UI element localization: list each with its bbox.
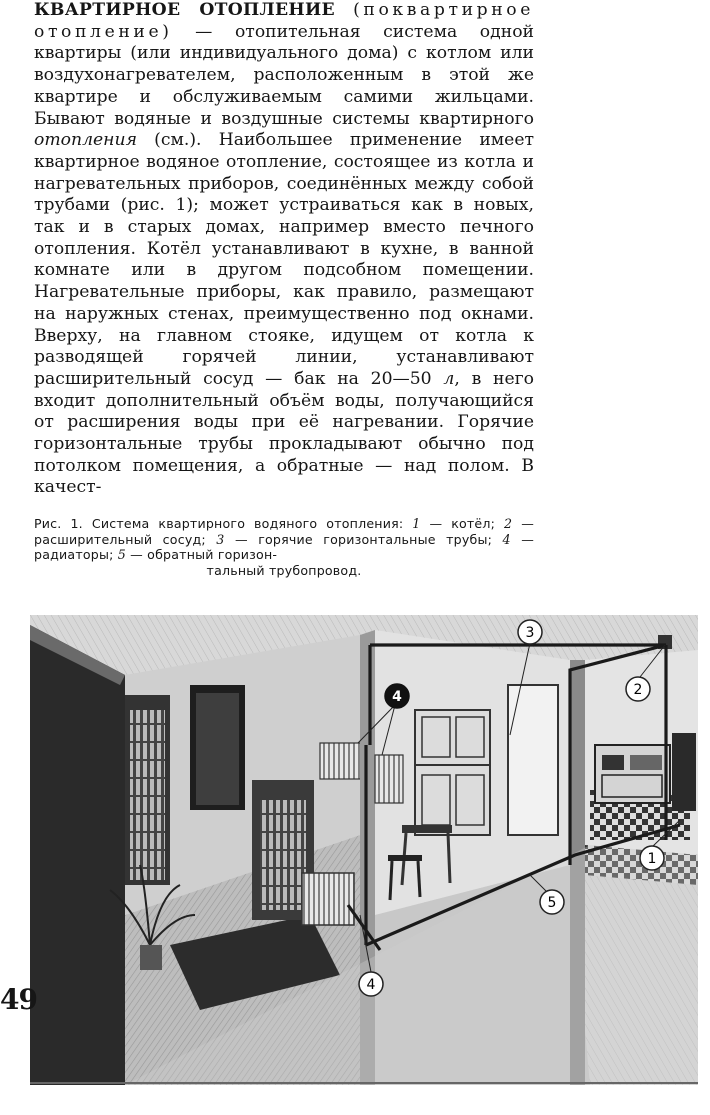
caption-num-3: 3 bbox=[216, 531, 225, 547]
callout-label-2: 2 bbox=[633, 682, 643, 698]
caption-item-5: — обратный горизон- bbox=[125, 547, 278, 562]
caption-item-4: — радиаторы; bbox=[34, 531, 534, 562]
article-body-3: , в него входит дополнительный объём воды, получающийся от расширения воды при её нагревании. Горячие горизонтальные трубы прокладывают обычно под потолком помещения, а обратные — над полом. В качест- bbox=[34, 368, 535, 498]
article-body-1: — отопительная система одной квартиры (или индивидуального дома) с котлом или воздухонагревателем, расположенным в этой же квартире и обслуживаемым самими жильцами. Бывают водяные и воздушные системы квартирного bbox=[34, 21, 534, 129]
callout-label-1: 1 bbox=[647, 851, 657, 867]
page-number: 49 bbox=[0, 983, 37, 1016]
article-text bbox=[34, 0, 534, 499]
callout-label-3: 3 bbox=[525, 625, 535, 641]
caption-item-1: — котёл; bbox=[420, 516, 505, 531]
caption-lead: Рис. 1. Система квартирного водяного отопления: bbox=[34, 516, 413, 531]
caption-last-line: тальный трубопровод. bbox=[206, 562, 362, 578]
caption-num-5: 5 bbox=[117, 547, 126, 562]
caption-num-4: 4 bbox=[502, 531, 511, 547]
callout-label-4b: 4 bbox=[366, 977, 376, 993]
caption-num-1: 1 bbox=[412, 516, 421, 531]
unit-litre: л bbox=[443, 368, 455, 389]
figure-caption bbox=[34, 516, 534, 578]
headword: КВАРТИРНОЕ ОТОПЛЕНИЕ bbox=[34, 0, 335, 20]
caption-num-2: 2 bbox=[504, 516, 513, 531]
article-body-2: (см.). Наибольшее применение имеет квартирное водяное отопление, состоящее из котла и нагревательных приборов, соединённых между собой трубами (рис. 1); может устраиваться как в новых, так и в старых домах, например вместо печного отопления. Котёл устанавливают в кухне, в ванной комнате или в другом подсобном помещении. Нагревательные приборы, как правило, размещают на наружных стенах, преимущественно под окнами. Вверху, на главном стояке, идущем от котла к разводящей горячей линии, устанавливают расширительный сосуд — бак на 20—50 bbox=[34, 130, 534, 389]
caption-item-2: — расширительный сосуд; bbox=[34, 516, 534, 547]
caption-item-3: — горячие горизонтальные трубы; bbox=[224, 531, 503, 547]
cross-reference: отопления bbox=[34, 130, 137, 151]
etymology: (поквартирное отопление) bbox=[34, 0, 534, 42]
callout-label-5: 5 bbox=[547, 895, 557, 911]
heating-system-illustration bbox=[30, 615, 698, 1085]
callout-label-4a: 4 bbox=[392, 689, 402, 705]
